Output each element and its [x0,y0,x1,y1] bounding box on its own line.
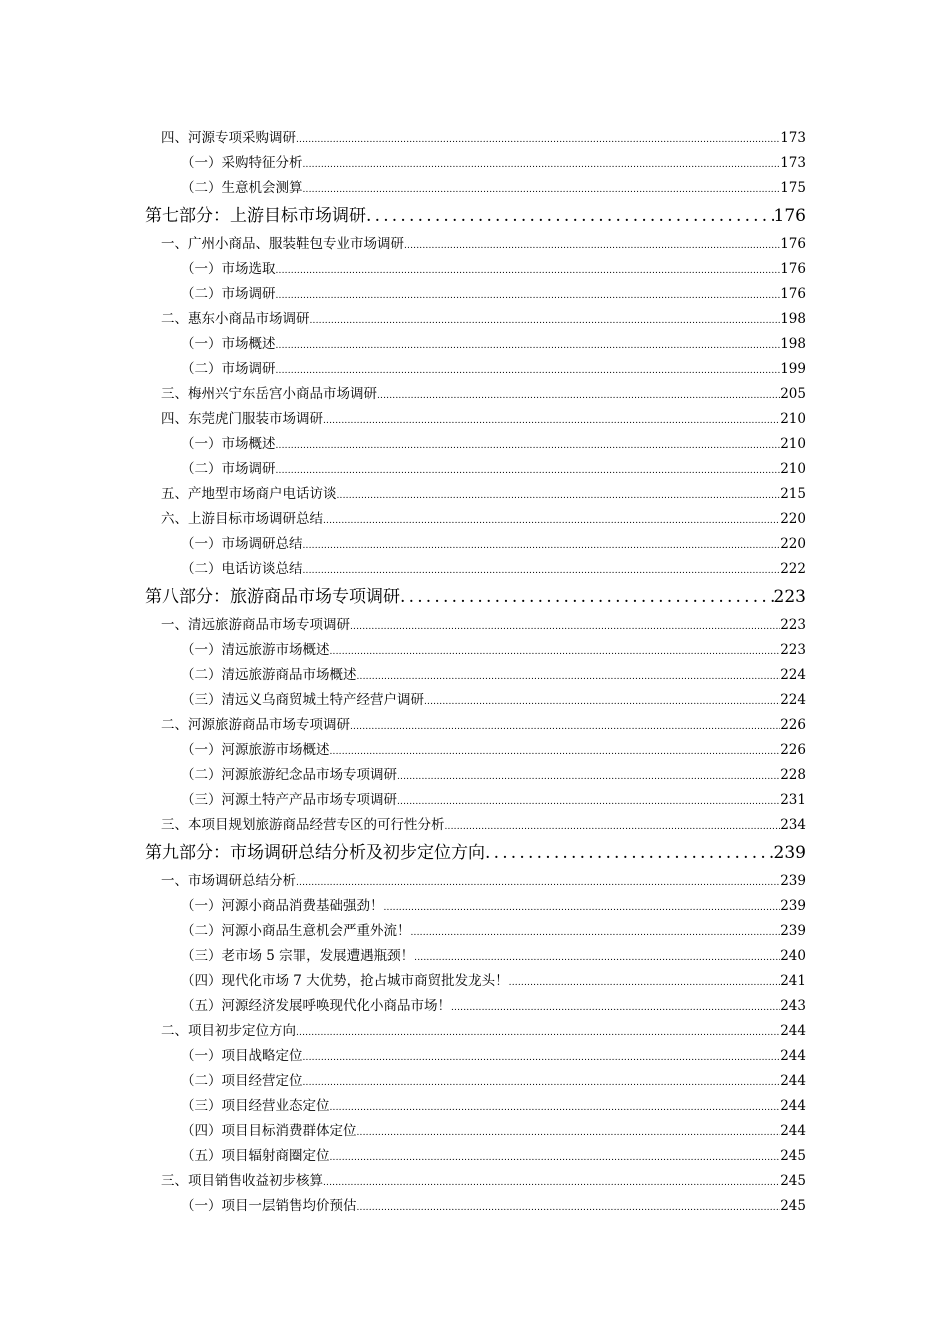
toc-subsection-entry[interactable] [145,1044,806,1069]
toc-entry-title: （二）电话访谈总结 [181,561,303,577]
toc-page-number: 244 [780,1023,806,1039]
toc-entry-title: （三）老市场 5 宗罪，发展遭遇瓶颈！ [181,948,415,964]
toc-section-entry[interactable] [145,1019,806,1044]
toc-section-entry[interactable] [145,813,806,838]
toc-section-entry[interactable] [145,407,806,432]
toc-page-number: 244 [780,1048,806,1064]
dot-leader [424,690,780,715]
toc-page-number: 176 [773,206,806,226]
dot-leader [296,128,780,153]
toc-page-number: 210 [780,411,806,427]
toc-entry-title: 第七部分：上游目标市场调研 [145,206,366,226]
toc-subsection-entry[interactable] [145,357,806,382]
toc-entry-title: （三）清远义乌商贸城土特产经营户调研 [181,692,424,708]
toc-entry-title: 一、市场调研总结分析 [161,873,296,889]
dot-leader [411,921,781,946]
toc-entry-title: 二、河源旅游商品市场专项调研 [161,717,350,733]
toc-page-number: 240 [780,948,806,964]
toc-subsection-entry[interactable] [145,1094,806,1119]
toc-page-number: 173 [780,130,806,146]
dot-leader [303,1071,781,1096]
toc-entry-title: 三、项目销售收益初步核算 [161,1173,323,1189]
dot-leader [377,384,780,409]
toc-section-entry[interactable] [145,869,806,894]
toc-section-entry[interactable] [145,482,806,507]
toc-subsection-entry[interactable] [145,1069,806,1094]
toc-entry-title: 第九部分：市场调研总结分析及初步定位方向 [145,843,485,863]
dot-leader [445,815,781,840]
dot-leader [323,409,780,434]
toc-page-number: 228 [780,767,806,783]
dot-leader [357,665,781,690]
toc-subsection-entry[interactable] [145,257,806,282]
dot-leader [276,259,781,284]
dot-leader [397,765,780,790]
toc-entry-title: （二）河源旅游纪念品市场专项调研 [181,767,397,783]
dot-leader [303,1046,781,1071]
toc-subsection-entry[interactable] [145,788,806,813]
dot-leader [350,715,780,740]
toc-section-entry[interactable] [145,613,806,638]
toc-entry-title: （一）市场概述 [181,336,276,352]
toc-subsection-entry[interactable] [145,663,806,688]
dot-leader [350,615,780,640]
toc-subsection-entry[interactable] [145,994,806,1019]
toc-entry-title: （二）市场调研 [181,361,276,377]
dot-leader [414,946,780,971]
toc-page-number: 224 [780,667,806,683]
toc-entry-title: （一）市场概述 [181,436,276,452]
toc-entry-title: （一）市场选取 [181,261,276,277]
dot-leader [310,309,781,334]
toc-page-number: 176 [780,236,806,252]
toc-page-number: 239 [780,923,806,939]
dot-leader [276,334,781,359]
toc-subsection-entry[interactable] [145,1119,806,1144]
toc-page-number: 226 [780,742,806,758]
toc-section-entry[interactable] [145,307,806,332]
toc-entry-title: 三、本项目规划旅游商品经营专区的可行性分析 [161,817,445,833]
dot-leader [384,896,781,921]
dot-leader [404,234,780,259]
toc-page-number: 198 [780,311,806,327]
toc-entry-title: 一、清远旅游商品市场专项调研 [161,617,350,633]
toc-entry-title: （二）清远旅游商品市场概述 [181,667,357,683]
dot-leader [303,559,781,584]
toc-entry-title: 二、项目初步定位方向 [161,1023,296,1039]
toc-page-number: 175 [780,180,806,196]
toc-part-heading[interactable] [145,582,806,613]
toc-entry-title: （一）项目一层销售均价预估 [181,1198,357,1214]
dot-leader [357,1196,781,1221]
toc-page-number: 245 [780,1198,806,1214]
toc-section-entry[interactable] [145,713,806,738]
toc-entry-title: （二）市场调研 [181,461,276,477]
toc-subsection-entry[interactable] [145,282,806,307]
toc-entry-title: （二）生意机会测算 [181,180,303,196]
dot-leader [303,153,781,178]
toc-subsection-entry[interactable] [145,688,806,713]
dot-leader [330,1146,781,1171]
toc-page-number: 176 [780,261,806,277]
toc-subsection-entry[interactable] [145,432,806,457]
toc-subsection-entry[interactable] [145,1194,806,1219]
toc-page-number: 231 [780,792,806,808]
toc-entry-title: （四）现代化市场 7 大优势，抢占城市商贸批发龙头！ [181,973,509,989]
toc-subsection-entry[interactable] [145,457,806,482]
dot-leader [397,790,780,815]
toc-entry-title: （五）项目辐射商圈定位 [181,1148,330,1164]
toc-subsection-entry[interactable] [145,944,806,969]
toc-entry-title: （三）项目经营业态定位 [181,1098,330,1114]
dot-leader [400,582,774,613]
toc-subsection-entry[interactable] [145,638,806,663]
dot-leader [303,178,781,203]
dot-leader [296,871,780,896]
toc-entry-title: （四）项目目标消费群体定位 [181,1123,357,1139]
toc-entry-title: 一、广州小商品、服装鞋包专业市场调研 [161,236,404,252]
toc-page-number: 226 [780,717,806,733]
dot-leader [323,1171,780,1196]
dot-leader [366,201,774,232]
toc-entry-title: （一）河源小商品消费基础强劲！ [181,898,384,914]
dot-leader [330,740,781,765]
toc-subsection-entry[interactable] [145,532,806,557]
toc-section-entry[interactable] [145,507,806,532]
dot-leader [451,996,780,1021]
toc-page-number: 173 [780,155,806,171]
toc-subsection-entry[interactable] [145,969,806,994]
toc-entry-title: 四、河源专项采购调研 [161,130,296,146]
dot-leader [337,484,781,509]
toc-page-number: 244 [780,1098,806,1114]
toc-page-number: 176 [780,286,806,302]
toc-section-entry[interactable] [145,126,806,151]
dot-leader [357,1121,781,1146]
toc-page-number: 199 [780,361,806,377]
toc-page-number: 244 [780,1073,806,1089]
toc-entry-title: 二、惠东小商品市场调研 [161,311,310,327]
toc-part-heading[interactable] [145,201,806,232]
toc-entry-title: （二）项目经营定位 [181,1073,303,1089]
dot-leader [303,534,781,559]
toc-page-number: 234 [780,817,806,833]
toc-entry-title: （一）市场调研总结 [181,536,303,552]
toc-entry-title: （二）市场调研 [181,286,276,302]
dot-leader [276,359,781,384]
toc-section-entry[interactable] [145,232,806,257]
toc-subsection-entry[interactable] [145,919,806,944]
toc-entry-title: （三）河源土特产产品市场专项调研 [181,792,397,808]
toc-page-number: 215 [780,486,806,502]
toc-page-number: 245 [780,1148,806,1164]
table-of-contents [145,126,806,1219]
toc-subsection-entry[interactable] [145,763,806,788]
toc-page-number: 220 [780,536,806,552]
toc-page-number: 245 [780,1173,806,1189]
dot-leader [276,284,781,309]
toc-page-number: 223 [780,642,806,658]
toc-page-number: 224 [780,692,806,708]
toc-entry-title: 六、上游目标市场调研总结 [161,511,323,527]
toc-entry-title: 五、产地型市场商户电话访谈 [161,486,337,502]
toc-page-number: 223 [773,587,806,607]
toc-page-number: 241 [780,973,806,989]
dot-leader [276,434,781,459]
dot-leader [323,509,780,534]
toc-page-number: 222 [780,561,806,577]
dot-leader [296,1021,780,1046]
toc-subsection-entry[interactable] [145,894,806,919]
toc-page-number: 220 [780,511,806,527]
toc-entry-title: （一）采购特征分析 [181,155,303,171]
toc-page-number: 210 [780,436,806,452]
toc-entry-title: 三、梅州兴宁东岳宫小商品市场调研 [161,386,377,402]
toc-page-number: 210 [780,461,806,477]
toc-page-number: 223 [780,617,806,633]
toc-page-number: 239 [773,843,806,863]
toc-subsection-entry[interactable] [145,151,806,176]
dot-leader [276,459,781,484]
toc-entry-title: （五）河源经济发展呼唤现代化小商品市场！ [181,998,451,1014]
toc-subsection-entry[interactable] [145,557,806,582]
dot-leader [485,838,774,869]
dot-leader [509,971,781,996]
toc-subsection-entry[interactable] [145,738,806,763]
toc-entry-title: 四、东莞虎门服装市场调研 [161,411,323,427]
dot-leader [330,1096,781,1121]
toc-entry-title: （一）项目战略定位 [181,1048,303,1064]
toc-page-number: 239 [780,898,806,914]
toc-page-number: 239 [780,873,806,889]
toc-subsection-entry[interactable] [145,176,806,201]
toc-part-heading[interactable] [145,838,806,869]
toc-subsection-entry[interactable] [145,1144,806,1169]
toc-page-number: 198 [780,336,806,352]
toc-section-entry[interactable] [145,382,806,407]
toc-page-number: 243 [780,998,806,1014]
toc-page-number: 205 [780,386,806,402]
toc-section-entry[interactable] [145,1169,806,1194]
toc-entry-title: （二）河源小商品生意机会严重外流！ [181,923,411,939]
toc-entry-title: 第八部分：旅游商品市场专项调研 [145,587,400,607]
dot-leader [330,640,781,665]
toc-subsection-entry[interactable] [145,332,806,357]
toc-entry-title: （一）河源旅游市场概述 [181,742,330,758]
toc-entry-title: （一）清远旅游市场概述 [181,642,330,658]
toc-page-number: 244 [780,1123,806,1139]
